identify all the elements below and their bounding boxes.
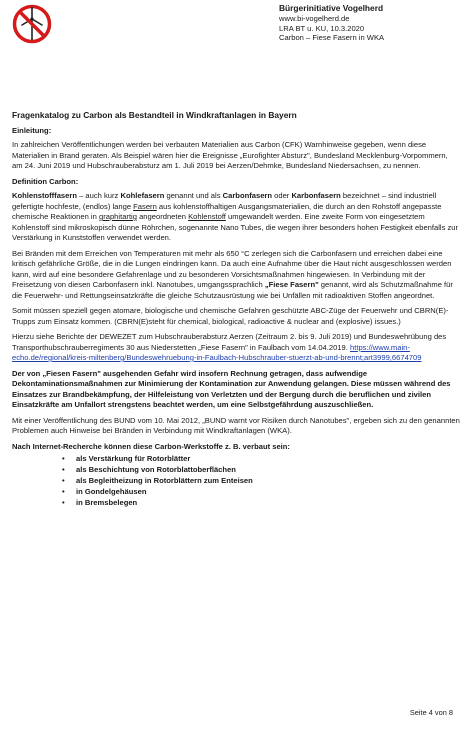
list-intro: Nach Internet-Recherche können diese Carbon-Werkstoffe z. B. verbaut sein:	[12, 441, 290, 451]
page-number: Seite 4 von 8	[409, 708, 453, 717]
list-item: • als Begleitheizung in Rotorblättern zum Enteisen	[76, 476, 460, 487]
text-span: aus kohlenstoffhaltigen Ausgangsmaterialien, die durch an den Rohstoff angepasste chemische Reaktionen in	[12, 201, 442, 221]
term-kohlenstoff: Kohlenstoff	[188, 212, 226, 221]
intro-heading: Einleitung:	[12, 125, 52, 135]
sources-text: Hierzu siehe Berichte der DEWEZET zum Hubschrauberabsturz Aerzen (Zeitraum 2. bis 9. Juli 2019) und Bundeswehrübung des Transporthubschrauberregiments 30 aus Niederstetten „Fiese Fasern" in Faulbach vom 14.04.2019.	[12, 332, 447, 352]
definition-paragraph-3: Somit müssen speziell gegen atomare, biologische und chemische Gefahren geschützte ABC-Züge der Feuerwehr und CBRN(E)-Trupps zum Einsatz kommen. (CBRN(E)steht für chemical, biological, radioactive & nuclear and (explosive) issues.)	[12, 306, 449, 326]
term-fiese-fasern: „Fiese Fasern"	[264, 280, 319, 289]
term-fasern: Fasern	[133, 201, 157, 211]
term-karbonfasern: Karbonfasern	[291, 191, 341, 200]
org-website: www.bi-vogelherd.de	[279, 13, 350, 23]
text-span: Bei Bränden mit dem Erreichen von Temperaturen mit mehr als 650 °C zerlegen sich die Carbonfasern und erreichen dabei eine kritisch gefährliche Größe, die in die Lungen eindringen kann. Da auch eine Aufnahme über die Haut nicht ausgeschlossen werden kann, wird auf eine besondere Gefahrenlage und zu besonderen Vorsichtsmaßnahmen hingewiesen. In Verbindung mit der Freisetzung von diesen Carbonfasern inkl. Nanotubes, umgangssprachlich	[12, 248, 452, 289]
text-span: umgewandelt werden. Eine zweite Form von eingesetztem Kohlenstoff sind mikroskopisch dünne Röhrchen, sogenannte Nano Tubes, die wegen ihrer besonders hohen Festigkeit ebenfalls zur Verstärkung in Kunststoffen verwendet werden.	[12, 212, 459, 242]
definition-paragraph-2	[12, 249, 460, 302]
no-wind-turbine-icon	[12, 4, 52, 44]
list-item: • in Gondelgehäusen	[76, 487, 460, 498]
term-kohlenstofffasern: Kohlenstofffasern	[12, 191, 77, 200]
list-item: • in Bremsbelegen	[76, 498, 460, 509]
org-name: Bürgerinitiative Vogelherd	[279, 3, 384, 13]
text-span: genannt, wird als Schutzmaßnahme für die Feuerwehr- und Rettungseinsatzkräfte die gleiche Schutzausrüstung wie bei Unfällen mit radioaktiven Stoffen angeordnet.	[12, 280, 453, 300]
header-block	[279, 4, 384, 43]
page-title: Fragenkatalog zu Carbon als Bestandteil in Windkraftanlagen in Bayern	[12, 110, 297, 120]
bund-paragraph: Mit einer Veröffentlichung des BUND vom 10. Mai 2012, „BUND warnt vor Risiken durch Nanotubes", ergeben sich zu den genannten Problemen auch Hinweise bei Bränden in Verbindung mit Windkraftanlagen (WKA).	[12, 415, 460, 435]
doc-reference: LRA BT u. KU, 10.3.2020	[279, 23, 365, 33]
document-body	[12, 110, 460, 509]
main-echo-link[interactable]: https://www.main-echo.de/regional/kreis-miltenberg/Bundeswehruebung-in-Faulbach-Hubschrauber-stuerzt-ab-und-brennt;art3999,6674709	[12, 342, 422, 362]
definition-paragraph-1	[12, 191, 460, 244]
carbon-usage-list	[12, 454, 460, 509]
text-span: bezeichnet – sind industriell gefertigte hochfeste, (endlos) lange	[12, 191, 437, 211]
intro-paragraph: In zahlreichen Veröffentlichungen werden bei verbauten Materialien aus Carbon (CFK) Warnhinweise gegeben, wenn diese Materialien in Brand geraten. Als Beispiel wären hier die Ereignisse „Eurofighter Absturz", Bundesland Mecklenburg-Vorpommern, am 24. Juni 2019 und Hubschrauberabsturz am 1. Juli 2019 bei Aerzen/Dehmke, Bundesland Niedersachsen, zu nennen.	[12, 140, 448, 170]
text-span: – auch kurz	[76, 191, 121, 200]
dekontamination-paragraph: Der von „Fiesen Fasern" ausgehenden Gefahr wird insofern Rechnung getragen, dass aufwendige Dekontaminationsmaßnahmen zur Minimierung der Kontamination zur Anwendung gelangen. Diese müssen während des Einsatzes zur Brandbekämpfung, der Hilfeleistung von Verletzten und der Bergung durch die beruflichen und zivilen Einsatzkräfte am Unfallort strengstens beachtet werden, um eine Selbstgefährdung auszuschließen.	[12, 368, 451, 409]
definition-heading: Definition Carbon:	[12, 176, 79, 186]
term-kohlefasern: Kohlefasern	[120, 191, 165, 200]
text-span: genannt und als	[164, 191, 223, 200]
list-item: • als Verstärkung für Rotorblätter	[76, 454, 460, 465]
sources-paragraph	[12, 332, 460, 364]
term-graphitartig: graphitartig	[98, 212, 137, 221]
list-item: • als Beschichtung von Rotorblattoberflächen	[76, 465, 460, 476]
doc-topic: Carbon – Fiese Fasern in WKA	[279, 33, 385, 43]
text-span: angeordneten	[136, 212, 189, 221]
term-carbonfasern: Carbonfasern	[222, 191, 273, 200]
text-span: oder	[272, 191, 292, 200]
